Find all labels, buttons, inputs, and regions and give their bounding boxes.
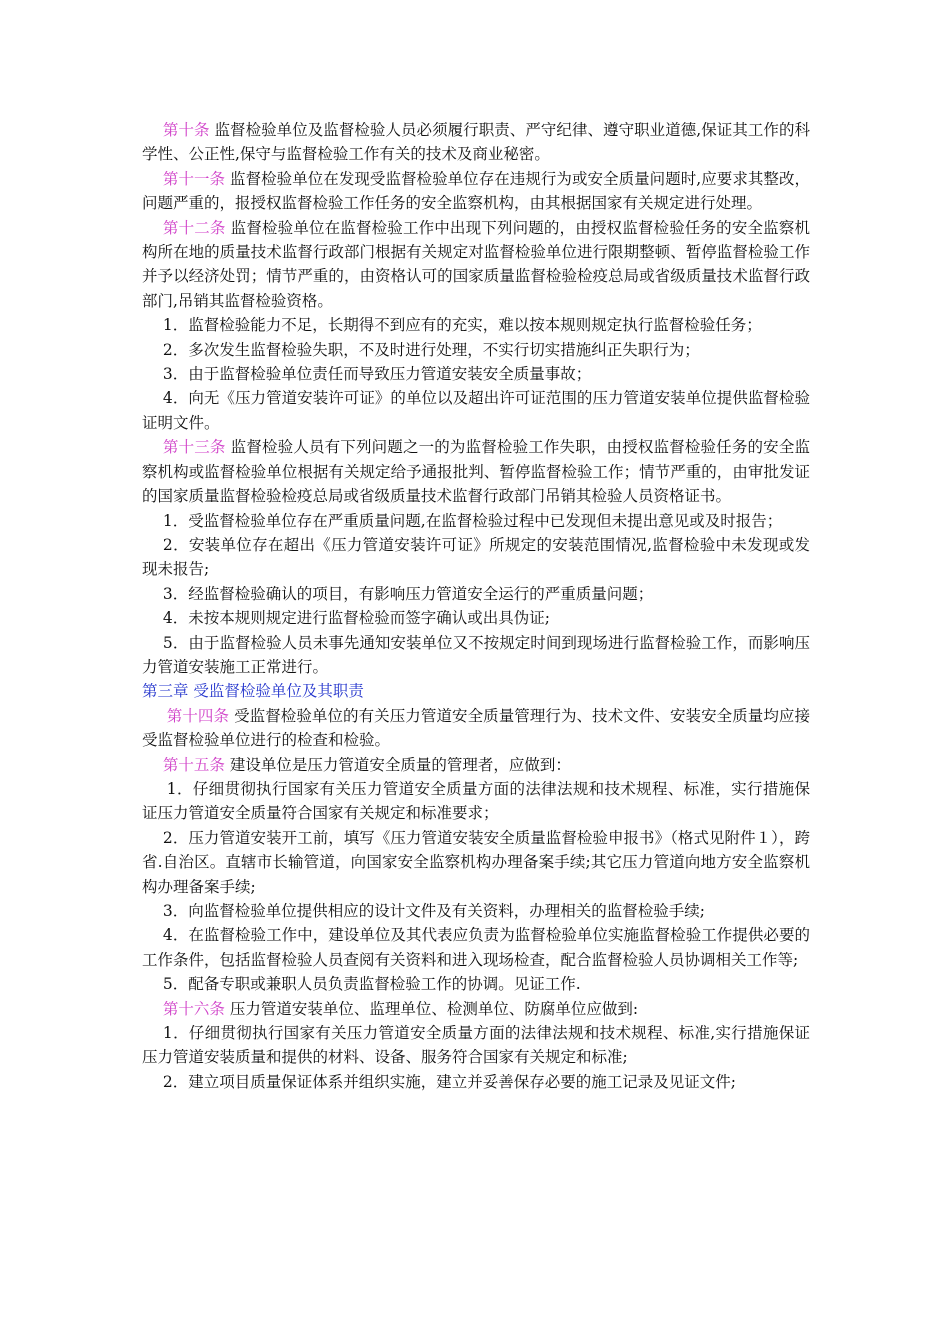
list-item: 4．在监督检验工作中，建设单位及其代表应负责为监督检验单位实施监督检验工作提供必要的工作条件，包括监督检验人员查阅有关资料和进入现场检查，配合监督检验人员协调相关工作等; (142, 926, 810, 969)
article-15 (142, 753, 810, 777)
article-label: 第十一条 (162, 169, 226, 188)
article-16 (142, 997, 810, 1021)
list-item: 1．受监督检验单位存在严重质量问题,在监督检验过程中已发现但未提出意见或及时报告； (162, 511, 783, 530)
article-10 (142, 118, 810, 167)
article-text: 建设单位是压力管道安全质量的管理者，应做到： (224, 755, 571, 774)
document-body (142, 118, 810, 1094)
list-item: 2．安装单位存在超出《压力管道安装许可证》所规定的安装范围情况,监督检验中未发现或发现未报告; (142, 535, 810, 579)
list-item: 2．压力管道安装开工前，填写《压力管道安装安全质量监督检验申报书》（格式见附件１），跨省.自治区。直辖市长输管道，向国家安全监察机构办理备案手续;其它压力管道向地方安全监察机构办理备案手续; (142, 828, 810, 896)
chapter-heading: 第三章 受监督检验单位及其职责 (142, 682, 364, 701)
list-item: 1．仔细贯彻执行国家有关压力管道安全质量方面的法律法规和技术规程、标准，实行措施保证压力管道安全质量符合国家有关规定和标准要求； (142, 779, 810, 823)
article-text: 监督检验单位在发现受监督检验单位存在违规行为或安全质量问题时,应要求其整改，问题严重的，报授权监督检验工作任务的安全监察机构，由其根据国家有关规定进行处理。 (142, 169, 810, 213)
list-item: 4．未按本规则规定进行监督检验而签字确认或出具伪证; (162, 609, 551, 628)
article-label: 第十条 (162, 121, 210, 139)
article-14 (142, 704, 810, 753)
list-item: 3．由于监督检验单位责任而导致压力管道安装安全质量事故； (162, 365, 592, 384)
article-text: 监督检验人员有下列问题之一的为监督检验工作失职，由授权监督检验任务的安全监察机构或监督检验单位根据有关规定给予通报批判、暂停监督检验工作；情节严重的，由审批发证的国家质量监督检验检疫总局或省级质量技术监督行政部门吊销其检验人员资格证书。 (142, 438, 810, 506)
list-item: 3．向监督检验单位提供相应的设计文件及有关资料，办理相关的监督检验手续; (162, 902, 706, 920)
list-item: 4．向无《压力管道安装许可证》的单位以及超出许可证范围的压力管道安装单位提供监督检验证明文件。 (142, 389, 810, 432)
list-item: 5．由于监督检验人员未事先通知安装单位又不按规定时间到现场进行监督检验工作，而影响压力管道安装施工正常进行。 (142, 633, 810, 676)
article-text: 监督检验单位在监督检验工作中出现下列问题的，由授权监督检验任务的安全监察机构所在地的质量技术监督行政部门根据有关规定对监督检验单位进行限期整顿、暂停监督检验工作并予以经济处罚；情节严重的，由资格认可的国家质量监督检验检疫总局或省级质量技术监督行政部门,吊销其监督检验资格。 (142, 218, 810, 310)
article-11 (142, 167, 810, 216)
article-label: 第十五条 (162, 755, 225, 774)
list-item: 2．建立项目质量保证体系并组织实施，建立并妥善保存必要的施工记录及见证文件; (162, 1072, 737, 1091)
article-text: 压力管道安装单位、监理单位、检测单位、防腐单位应做到: (224, 999, 639, 1018)
list-item: 3．经监督检验确认的项目，有影响压力管道安全运行的严重质量问题； (162, 584, 654, 603)
article-label: 第十四条 (166, 706, 230, 725)
list-item: 5．配备专职或兼职人员负责监督检验工作的协调。见证工作. (162, 975, 581, 994)
list-item: 1．仔细贯彻执行国家有关压力管道安全质量方面的法律法规和技术规程、标准,实行措施保证压力管道安装质量和提供的材料、设备、服务符合国家有关规定和标准; (142, 1024, 810, 1067)
list-item: 2．多次发生监督检验失职，不及时进行处理，不实行切实措施纠正失职行为； (162, 340, 700, 359)
article-12 (142, 216, 810, 314)
article-label: 第十三条 (162, 438, 226, 457)
list-item: 1．监督检验能力不足，长期得不到应有的充实，难以按本规则规定执行监督检验任务； (162, 316, 762, 335)
article-label: 第十六条 (162, 999, 225, 1018)
article-text: 受监督检验单位的有关压力管道安全质量管理行为、技术文件、安装安全质量均应接受监督检验单位进行的检查和检验。 (142, 706, 810, 750)
article-label: 第十二条 (162, 218, 226, 237)
article-text: 监督检验单位及监督检验人员必须履行职责、严守纪律、遵守职业道德,保证其工作的科学性、公正性,保守与监督检验工作有关的技术及商业秘密。 (142, 121, 810, 164)
article-13 (142, 435, 810, 508)
